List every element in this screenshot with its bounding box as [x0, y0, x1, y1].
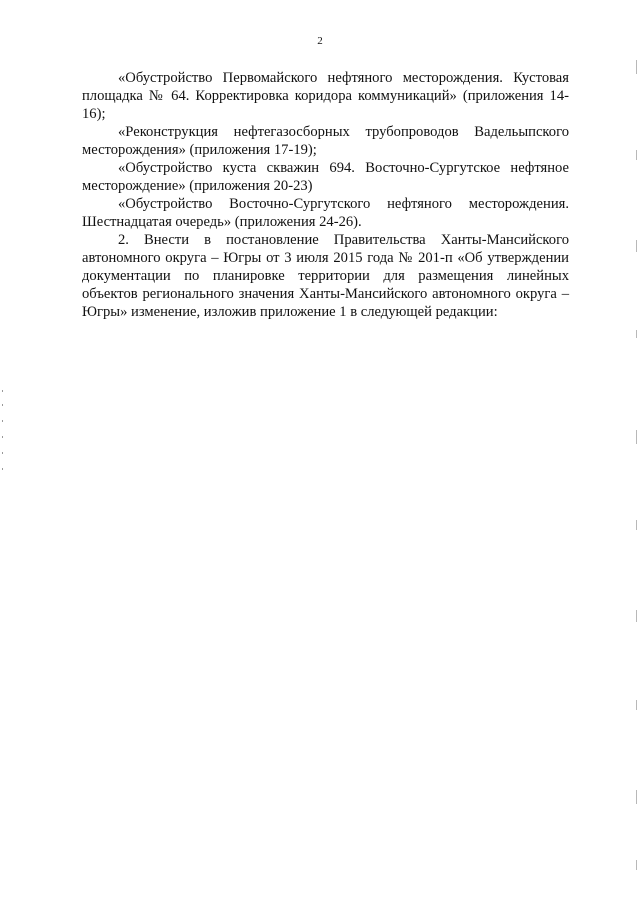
- left-scan-marks: [2, 390, 5, 480]
- paragraph-3: «Обустройство куста скважин 694. Восточно-Сургутское нефтяное месторождение» (приложения 20-23): [82, 160, 569, 194]
- paragraph-5: 2. Внести в постановление Правительства Ханты-Мансийского автономного округа – Югры от 3 июля 2015 года № 201-п «Об утверждении документации по планировке территории для размещения линейных объектов регионального значения Ханты-Мансийского автономного округа – Югры» изменение, изложив приложение 1 в следующей редакции:: [82, 232, 569, 320]
- paragraph-4: «Обустройство Восточно-Сургутского нефтяного месторождения. Шестнадцатая очередь» (приложения 24-26).: [82, 196, 569, 230]
- page-number: 2: [317, 35, 323, 47]
- document-body: [82, 69, 569, 321]
- right-scan-marks: [633, 0, 637, 905]
- paragraph-2: «Реконструкция нефтегазосборных трубопроводов Вадельыпского месторождения» (приложения 17-19);: [82, 124, 569, 158]
- paragraph-1: «Обустройство Первомайского нефтяного месторождения. Кустовая площадка № 64. Корректировка коридора коммуникаций» (приложения 14-16);: [82, 70, 569, 122]
